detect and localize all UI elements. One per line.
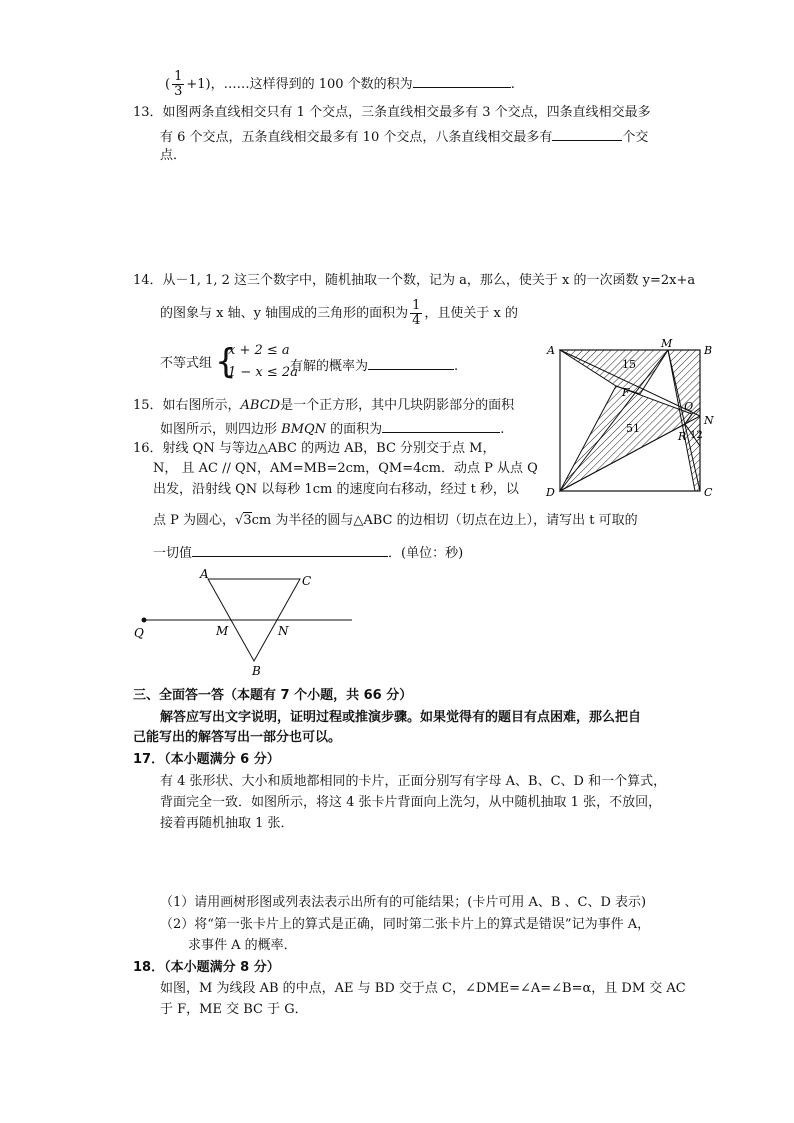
q17-line3: 接着再随机抽取 1 张． xyxy=(160,816,294,831)
answer-blank-q14[interactable] xyxy=(368,355,454,370)
sqrt-radicand: 3 xyxy=(243,513,252,528)
label-b: B xyxy=(252,664,261,678)
section-3-intro-1: 解答应写出文字说明，证明过程或推演步骤。如果觉得有的题目有点困难，那么把自 xyxy=(160,710,642,725)
q18-heading: 18．（本小题满分 8 分） xyxy=(133,960,280,975)
q16-line1: 16．射线 QN 与等边△ABC 的两边 AB，BC 分别交于点 M， xyxy=(133,441,496,456)
answer-blank-product[interactable] xyxy=(413,73,511,88)
label-c: C xyxy=(704,486,713,499)
label-c: C xyxy=(302,574,312,588)
q15-line1 xyxy=(133,397,514,415)
q16-line3: 出发，沿射线 QN 以每秒 1cm 的速度向右移动，经过 t 秒，以 xyxy=(153,482,519,497)
label-b: B xyxy=(704,344,713,357)
q15-text-3: 如图所示，则四边形 xyxy=(160,422,282,437)
inequality-1: x + 2 ≤ a xyxy=(228,343,290,358)
q18-line1: 如图，M 为线段 AB 的中点，AE 与 BD 交于点 C，∠DME=∠A=∠B=α，且 DM 交 AC xyxy=(160,981,686,996)
bmqn: BMQN xyxy=(281,422,327,437)
q13-text: 有 6 个交点，五条直线相交最多有 10 个交点，八条直线相交最多有 xyxy=(160,130,553,145)
q18-line2: 于 F，ME 交 BC 于 G． xyxy=(160,1002,308,1017)
area-label-12: 12 xyxy=(690,430,703,441)
abcd: ABCD xyxy=(240,398,281,413)
frac-num: 1 xyxy=(412,298,421,313)
q15-text: 15．如右图所示， xyxy=(133,398,241,413)
label-q: Q xyxy=(684,400,694,413)
brace-icon: { xyxy=(215,342,237,382)
period: . xyxy=(454,359,459,374)
label-r: R xyxy=(678,430,687,443)
section-3-title: 三、全面答一答（本题有 7 个小题，共 66 分） xyxy=(133,688,413,703)
q17-heading: 17．（本小题满分 6 分） xyxy=(133,752,280,767)
q14-line1: 14．从－1, 1, 2 这三个数字中，随机抽取一个数，记为 a，那么，使关于 x 的一次函数 y=2x+a xyxy=(133,273,696,288)
q13-line2 xyxy=(160,126,648,147)
q15-text-4: 的面积为 xyxy=(326,422,383,437)
label-a: A xyxy=(200,567,209,581)
q16-line4 xyxy=(153,512,638,530)
frac-num: 1 xyxy=(174,69,183,84)
label-m: M xyxy=(661,337,673,350)
shaded-region-15 xyxy=(560,350,668,394)
q17-line2: 背面完全一致．如图所示，将这 4 张卡片背面向上洗匀，从中随机抽取 1 张，不放回， xyxy=(160,795,662,810)
q16-line2: N， 且 AC // QN，AM=MB=2cm，QM=4cm．动点 P 从点 Q xyxy=(153,461,538,476)
q14-tail xyxy=(290,355,458,376)
q14-line2 xyxy=(160,296,518,332)
q16-text-4: ．(单位：秒) xyxy=(388,546,464,561)
frac-den: 4 xyxy=(412,313,421,328)
q15-text-2: 是一个正方形，其中几块阴影部分的面积 xyxy=(280,398,515,413)
label-a: A xyxy=(547,344,555,357)
point-q xyxy=(142,618,147,623)
label-n: N xyxy=(704,414,714,427)
shaded-region-51 xyxy=(560,386,692,491)
q14-prob-text: 有解的概率为 xyxy=(290,359,369,374)
answer-blank-q16[interactable] xyxy=(192,542,388,557)
q17-line1: 有 4 张形状、大小和质地都相同的卡片，正面分别写有字母 A、B、C、D 和一个算式， xyxy=(160,774,667,789)
inequality-label: 不等式组 xyxy=(160,356,213,371)
q16-text-2: cm 为半径的圆与△ABC 的边相切（切点在边上），请写出 t 可取的 xyxy=(251,513,638,528)
product-text: +1)，……这样得到的 100 个数的积为 xyxy=(186,77,413,92)
q17-sub1: （1）请用画树形图或列表法表示出所有的可能结果；(卡片可用 A、B 、C、D 表示) xyxy=(160,895,647,910)
period: . xyxy=(500,422,505,437)
q16-line5 xyxy=(153,542,463,563)
product-line xyxy=(165,70,515,99)
q17-sub2b: 求事件 A 的概率． xyxy=(188,938,297,953)
label-n: N xyxy=(278,624,289,638)
q13-text-end: 个交 xyxy=(622,130,649,145)
label-d: D xyxy=(546,486,555,499)
q14-text-2: ，且使关于 x 的 xyxy=(424,306,518,321)
area-label-51: 51 xyxy=(626,422,640,435)
period: . xyxy=(510,77,515,92)
fraction-one-third xyxy=(172,70,184,99)
q16-text-3: 一切值 xyxy=(153,546,193,561)
answer-blank-q13[interactable] xyxy=(552,126,622,141)
fraction-one-quarter xyxy=(410,299,422,328)
q13-line3: 点． xyxy=(160,148,187,163)
inequality-2: 1 − x ≤ 2a xyxy=(228,365,298,380)
area-label-15: 15 xyxy=(622,358,636,371)
q15-line2 xyxy=(160,418,504,439)
triangle-figure xyxy=(130,565,360,680)
label-f: F xyxy=(622,386,630,399)
answer-blank-q15[interactable] xyxy=(382,418,500,433)
section-3-intro-2: 己能写出的解答写出一部分也可以。 xyxy=(133,730,342,745)
frac-den: 3 xyxy=(174,84,183,99)
q17-sub2: （2）将“第一张卡片上的算式是正确，同时第二张卡片上的算式是错误”记为事件 A， xyxy=(160,917,651,932)
q13-line1: 13．如图两条直线相交只有 1 个交点，三条直线相交最多有 3 个交点，四条直线相交最多 xyxy=(133,105,651,120)
label-q: Q xyxy=(134,626,144,640)
sqrt-icon: √ xyxy=(235,513,244,528)
paren: ( xyxy=(165,77,171,92)
square-figure xyxy=(540,336,720,500)
label-m: M xyxy=(216,624,229,638)
q14-text: 的图象与 x 轴、y 轴围成的三角形的面积为 xyxy=(160,306,409,321)
q16-text: 点 P 为圆心， xyxy=(153,513,236,528)
